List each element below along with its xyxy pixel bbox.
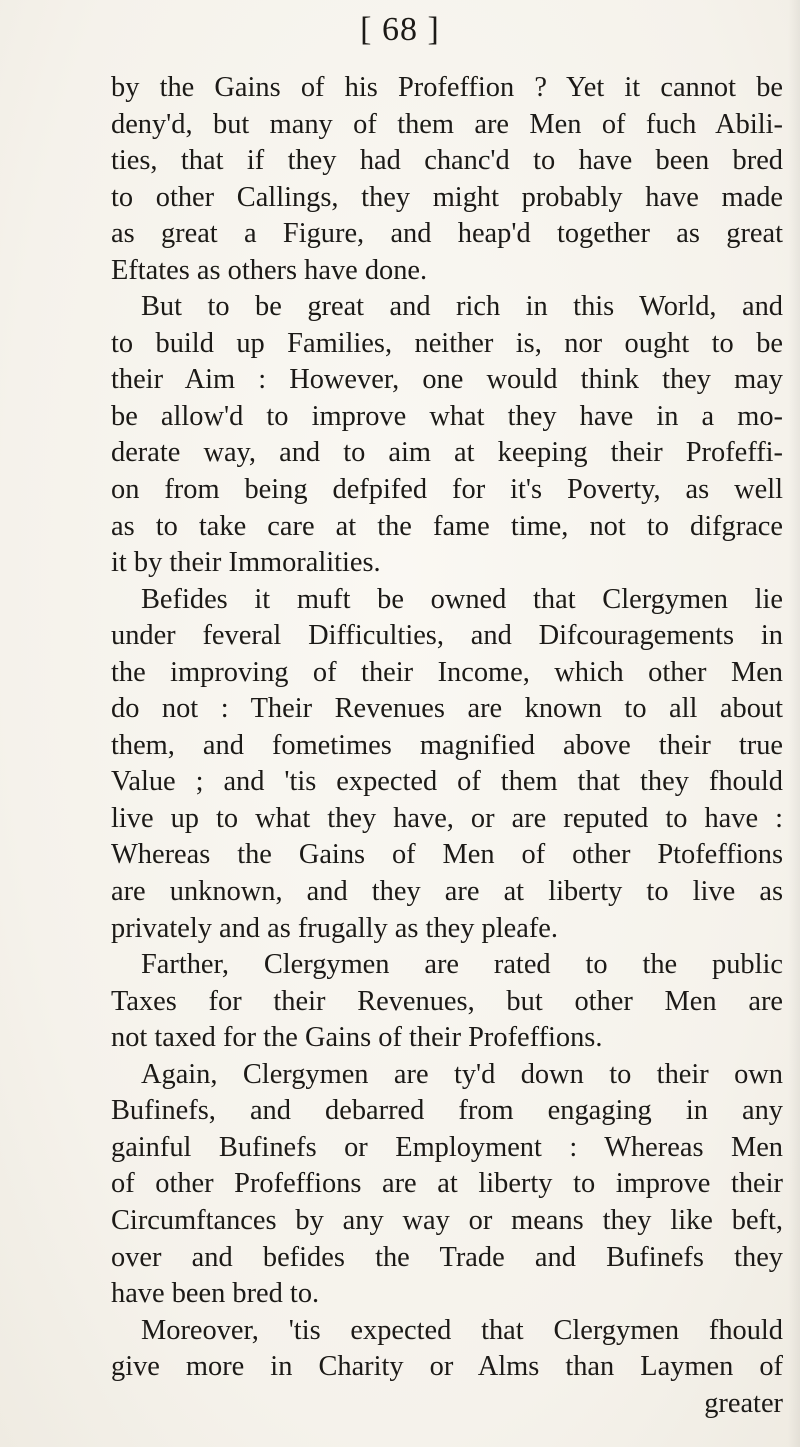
text-line: them, and fometimes magnified above their true (111, 729, 783, 761)
text-line: on from being defpifed for it's Poverty, as well (111, 474, 783, 506)
text-line: privately and as frugally as they pleafe. (111, 912, 558, 944)
text-line: to build up Families, neither is, nor ought to be (111, 327, 783, 359)
body-text (111, 70, 783, 1422)
page-edge-shadow (788, 0, 800, 1447)
text-line: live up to what they have, or are reputed to have : (111, 802, 783, 834)
text-line: Circumftances by any way or means they like beft, (111, 1204, 783, 1236)
text-line: Bufinefs, and debarred from engaging in any (111, 1095, 783, 1127)
paragraph-start-line: Befides it muft be owned that Clergymen lie (141, 583, 783, 615)
text-line: ties, that if they had chanc'd to have been bred (111, 145, 783, 177)
text-line: to other Callings, they might probably have made (111, 181, 783, 213)
text-line: the improving of their Income, which other Men (111, 656, 783, 688)
page-number: [ 68 ] (360, 11, 440, 48)
text-line: deny'd, but many of them are Men of fuch Abili- (111, 108, 783, 140)
text-line: Whereas the Gains of Men of other Ptofeffions (111, 839, 783, 871)
text-line: by the Gains of his Profeffion ? Yet it cannot be (111, 72, 783, 103)
text-line: Eftates as others have done. (111, 254, 428, 286)
text-line: under feveral Difficulties, and Difcouragements in (111, 620, 783, 652)
text-line: over and befides the Trade and Bufinefs they (111, 1241, 783, 1273)
text-line: it by their Immoralities. (111, 547, 381, 579)
paragraph-start-line: Again, Clergymen are ty'd down to their own (141, 1058, 783, 1090)
text-line: not taxed for the Gains of their Profeffions. (111, 1022, 603, 1054)
paragraph-start-line: Farther, Clergymen are rated to the public (141, 949, 783, 981)
text-line: Value ; and 'tis expected of them that they fhould (111, 766, 783, 798)
text-line: do not : Their Revenues are known to all about (111, 693, 783, 725)
paragraph-start-line: Moreover, 'tis expected that Clergymen fhould (141, 1314, 783, 1346)
text-line: their Aim : However, one would think they may (111, 364, 783, 396)
text-line: of other Profeffions are at liberty to improve their (111, 1168, 783, 1200)
text-line: derate way, and to aim at keeping their Profeffi- (111, 437, 783, 469)
text-line: Taxes for their Revenues, but other Men are (111, 985, 783, 1017)
text-line: give more in Charity or Alms than Laymen of (111, 1351, 783, 1383)
text-line: be allow'd to improve what they have in a mo- (111, 400, 783, 432)
paragraph-start-line: But to be great and rich in this World, and (141, 291, 783, 323)
text-line: are unknown, and they are at liberty to live as (111, 876, 783, 908)
catchword: greater (704, 1387, 783, 1419)
text-line: as great a Figure, and heap'd together as great (111, 218, 783, 250)
text-line: gainful Bufinefs or Employment : Whereas Men (111, 1131, 783, 1163)
text-line: as to take care at the fame time, not to difgrace (111, 510, 783, 542)
text-line: have been bred to. (111, 1278, 320, 1310)
